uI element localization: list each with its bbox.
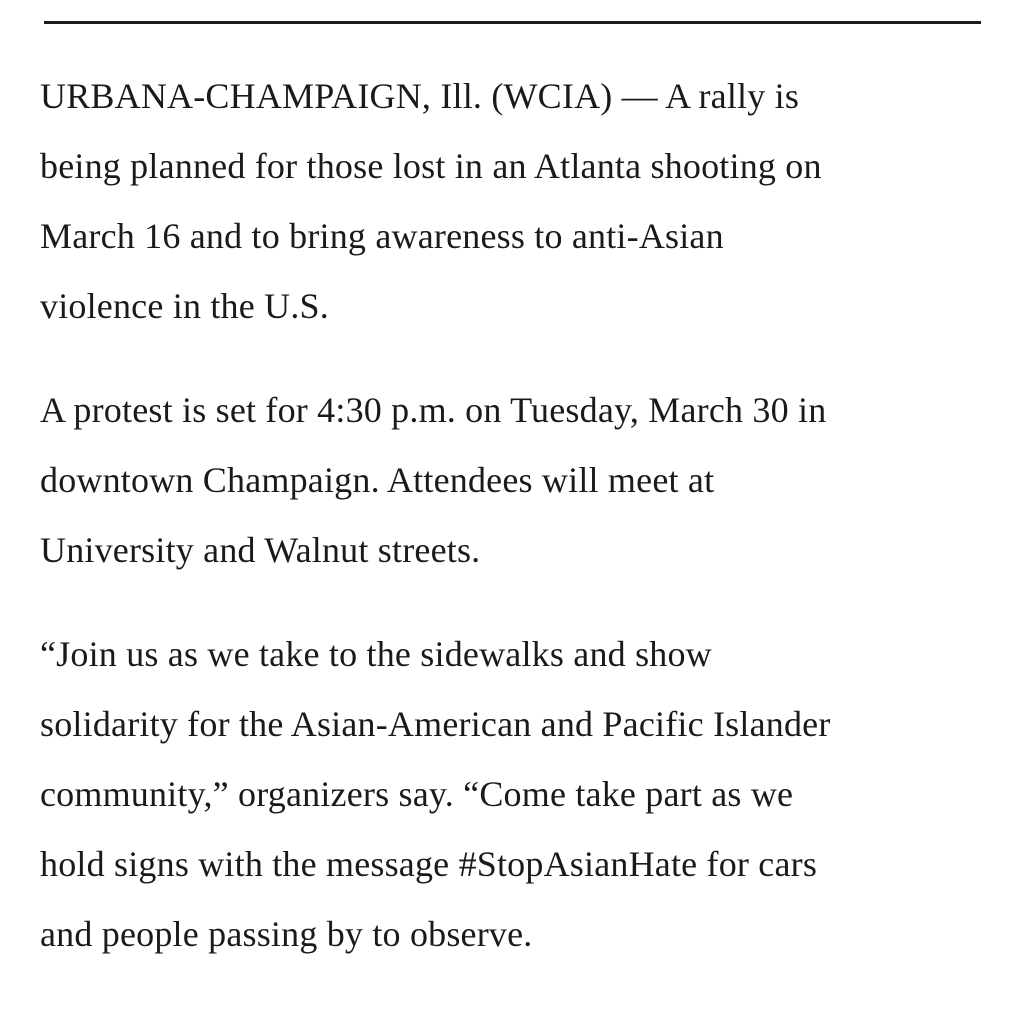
text-line: violence in the U.S. [40,286,329,326]
text-line: A protest is set for 4:30 p.m. on Tuesday, March 30 in [40,390,827,430]
top-divider [44,21,981,24]
paragraph-quote [40,619,984,969]
text-line: being planned for those lost in an Atlanta shooting on [40,146,822,186]
text-line: “Join us as we take to the sidewalks and show [40,634,712,674]
text-line: and people passing by to observe. [40,914,533,954]
text-line: hold signs with the message #StopAsianHate for cars [40,844,818,884]
text-line: solidarity for the Asian-American and Pacific Islander [40,704,831,744]
text-line: URBANA-CHAMPAIGN, Ill. (WCIA) — A rally is [40,76,800,116]
text-line: community,” organizers say. “Come take part as we [40,774,794,814]
article-body [0,21,1024,969]
text-line: downtown Champaign. Attendees will meet at [40,460,715,500]
paragraph-lede [40,61,984,341]
text-line: University and Walnut streets. [40,530,481,570]
paragraph-details [40,375,984,585]
text-line: March 16 and to bring awareness to anti-Asian [40,216,724,256]
